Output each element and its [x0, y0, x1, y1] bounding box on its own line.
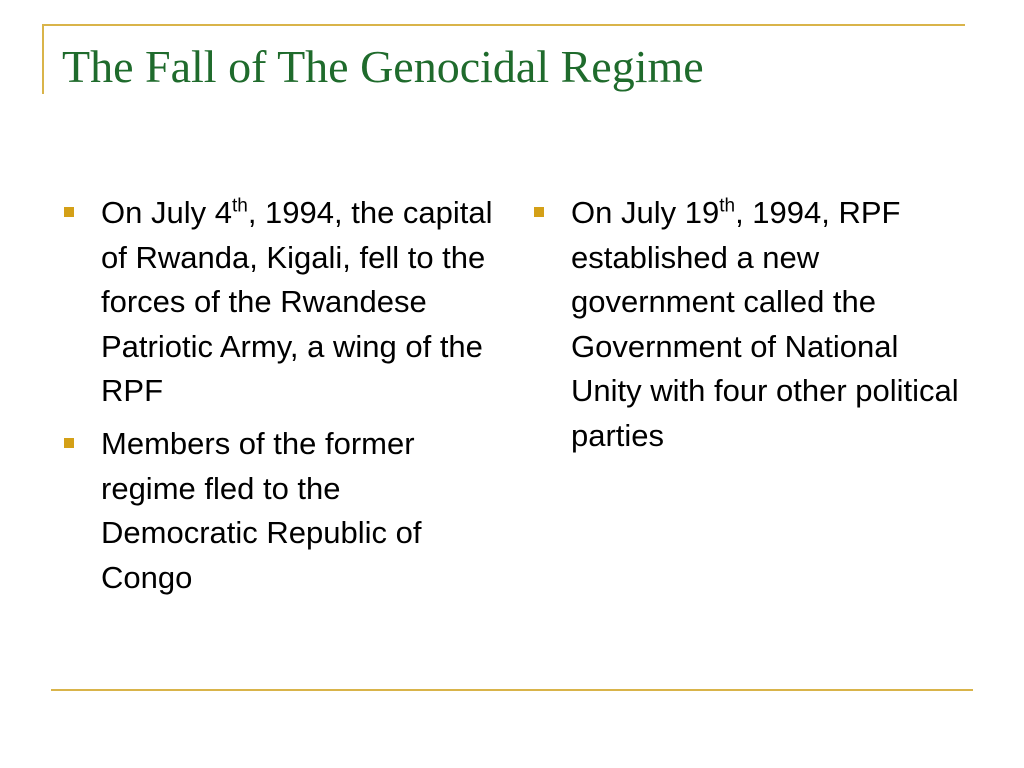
square-bullet-icon [534, 207, 544, 217]
square-bullet-icon [64, 207, 74, 217]
frame-left-rule [42, 24, 44, 94]
bullet-text-start: On July 4 [101, 195, 232, 230]
bullet-text: Members of the former regime fled to the Democratic Republic of Congo [101, 425, 422, 595]
frame-top-rule [42, 24, 965, 26]
slide-title: The Fall of The Genocidal Regime [62, 41, 704, 92]
right-bullet-list [534, 191, 974, 467]
bullet-text-end: , 1994, RPF established a new government called the Government of National Unity with four other political parties [571, 195, 959, 453]
ordinal-suffix: th [231, 195, 248, 217]
left-bullet-list [64, 191, 494, 608]
frame-bottom-rule [51, 689, 973, 691]
bullet-text-end: , 1994, the capital of Rwanda, Kigali, fell to the forces of the Rwandese Patriotic Army, a wing of the RPF [101, 195, 493, 409]
square-bullet-icon [64, 438, 74, 448]
ordinal-suffix: th [719, 195, 736, 217]
bullet-text-start: On July 19 [571, 195, 720, 230]
bullet-item [64, 422, 494, 600]
bullet-item [64, 191, 494, 414]
bullet-item [534, 191, 974, 459]
